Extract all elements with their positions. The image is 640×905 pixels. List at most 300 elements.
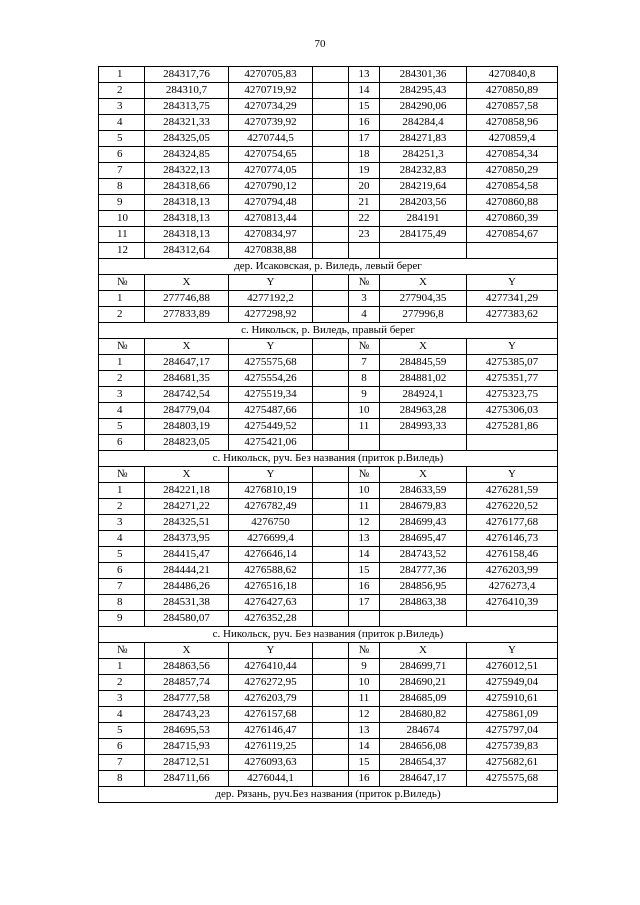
y-coordinate: 4276203,99 bbox=[467, 563, 558, 579]
x-coordinate: 284318,13 bbox=[145, 211, 229, 227]
point-number: 9 bbox=[349, 659, 380, 675]
y-coordinate: 4270860,39 bbox=[467, 211, 558, 227]
empty-cell bbox=[313, 547, 349, 563]
x-coordinate: 284203,56 bbox=[380, 195, 467, 211]
x-coordinate: 284856,95 bbox=[380, 579, 467, 595]
point-number: 7 bbox=[99, 755, 145, 771]
point-number: 4 bbox=[349, 307, 380, 323]
x-coordinate: 284251,3 bbox=[380, 147, 467, 163]
table-row bbox=[99, 595, 558, 611]
y-coordinate: 4275385,07 bbox=[467, 355, 558, 371]
table-header-row bbox=[99, 643, 558, 659]
header-cell-x: X bbox=[380, 643, 467, 659]
empty-cell bbox=[313, 291, 349, 307]
point-number: 9 bbox=[99, 195, 145, 211]
y-coordinate: 4270859,4 bbox=[467, 131, 558, 147]
table-row bbox=[99, 691, 558, 707]
empty-cell bbox=[313, 115, 349, 131]
table-row bbox=[99, 387, 558, 403]
x-coordinate: 284284,4 bbox=[380, 115, 467, 131]
y-coordinate bbox=[467, 243, 558, 259]
empty-cell bbox=[313, 467, 349, 483]
point-number: 19 bbox=[349, 163, 380, 179]
point-number: 10 bbox=[99, 211, 145, 227]
point-number: 1 bbox=[99, 291, 145, 307]
y-coordinate: 4275519,34 bbox=[229, 387, 313, 403]
x-coordinate: 284679,83 bbox=[380, 499, 467, 515]
point-number bbox=[349, 611, 380, 627]
table-row bbox=[99, 771, 558, 787]
empty-cell bbox=[313, 771, 349, 787]
empty-cell bbox=[313, 723, 349, 739]
empty-cell bbox=[313, 643, 349, 659]
x-coordinate: 284580,07 bbox=[145, 611, 229, 627]
table-row bbox=[99, 547, 558, 563]
x-coordinate: 277746,88 bbox=[145, 291, 229, 307]
y-coordinate: 4276220,52 bbox=[467, 499, 558, 515]
y-coordinate: 4276782,49 bbox=[229, 499, 313, 515]
table-row bbox=[99, 211, 558, 227]
page-number: 70 bbox=[314, 38, 326, 50]
y-coordinate: 4276272,95 bbox=[229, 675, 313, 691]
point-number: 14 bbox=[349, 83, 380, 99]
point-number: 13 bbox=[349, 67, 380, 83]
y-coordinate: 4276012,51 bbox=[467, 659, 558, 675]
y-coordinate: 4276427,63 bbox=[229, 595, 313, 611]
y-coordinate: 4276646,14 bbox=[229, 547, 313, 563]
section-title-row bbox=[99, 323, 558, 339]
table-row bbox=[99, 227, 558, 243]
table-row bbox=[99, 563, 558, 579]
y-coordinate: 4276177,68 bbox=[467, 515, 558, 531]
y-coordinate: 4276750 bbox=[229, 515, 313, 531]
x-coordinate: 284325,05 bbox=[145, 131, 229, 147]
header-cell-number: № bbox=[349, 339, 380, 355]
y-coordinate: 4270850,29 bbox=[467, 163, 558, 179]
x-coordinate: 284310,7 bbox=[145, 83, 229, 99]
point-number: 12 bbox=[99, 243, 145, 259]
y-coordinate: 4275306,03 bbox=[467, 403, 558, 419]
x-coordinate: 284191 bbox=[380, 211, 467, 227]
y-coordinate: 4270854,34 bbox=[467, 147, 558, 163]
x-coordinate: 277833,89 bbox=[145, 307, 229, 323]
y-coordinate: 4275861,09 bbox=[467, 707, 558, 723]
x-coordinate: 284444,21 bbox=[145, 563, 229, 579]
empty-cell bbox=[313, 579, 349, 595]
point-number: 8 bbox=[99, 771, 145, 787]
table-row bbox=[99, 659, 558, 675]
table-row bbox=[99, 707, 558, 723]
y-coordinate: 4276119,25 bbox=[229, 739, 313, 755]
y-coordinate: 4276810,19 bbox=[229, 483, 313, 499]
x-coordinate: 284823,05 bbox=[145, 435, 229, 451]
y-coordinate: 4270860,88 bbox=[467, 195, 558, 211]
y-coordinate: 4270813,44 bbox=[229, 211, 313, 227]
empty-cell bbox=[313, 227, 349, 243]
x-coordinate: 284680,82 bbox=[380, 707, 467, 723]
header-cell-x: X bbox=[145, 275, 229, 291]
point-number: 8 bbox=[99, 595, 145, 611]
point-number: 2 bbox=[99, 499, 145, 515]
table-row bbox=[99, 355, 558, 371]
x-coordinate: 277996,8 bbox=[380, 307, 467, 323]
coordinates-table bbox=[98, 66, 558, 803]
table-row bbox=[99, 419, 558, 435]
empty-cell bbox=[313, 307, 349, 323]
y-coordinate: 4276157,68 bbox=[229, 707, 313, 723]
point-number: 22 bbox=[349, 211, 380, 227]
header-cell-y: Y bbox=[467, 339, 558, 355]
x-coordinate: 284633,59 bbox=[380, 483, 467, 499]
header-cell-y: Y bbox=[467, 467, 558, 483]
point-number: 17 bbox=[349, 131, 380, 147]
point-number: 5 bbox=[99, 723, 145, 739]
point-number: 13 bbox=[349, 531, 380, 547]
table-header-row bbox=[99, 467, 558, 483]
y-coordinate: 4277383,62 bbox=[467, 307, 558, 323]
x-coordinate: 284301,36 bbox=[380, 67, 467, 83]
point-number: 17 bbox=[349, 595, 380, 611]
empty-cell bbox=[313, 563, 349, 579]
point-number: 5 bbox=[99, 547, 145, 563]
x-coordinate: 284777,36 bbox=[380, 563, 467, 579]
x-coordinate: 284711,66 bbox=[145, 771, 229, 787]
y-coordinate: 4276044,1 bbox=[229, 771, 313, 787]
point-number: 18 bbox=[349, 147, 380, 163]
empty-cell bbox=[313, 147, 349, 163]
empty-cell bbox=[313, 83, 349, 99]
x-coordinate bbox=[380, 243, 467, 259]
header-cell-y: Y bbox=[229, 275, 313, 291]
point-number: 4 bbox=[99, 531, 145, 547]
empty-cell bbox=[313, 371, 349, 387]
x-coordinate: 284881,02 bbox=[380, 371, 467, 387]
section-title: с. Никольск, р. Виледь, правый берег bbox=[99, 323, 558, 339]
x-coordinate: 284322,13 bbox=[145, 163, 229, 179]
y-coordinate: 4275797,04 bbox=[467, 723, 558, 739]
x-coordinate: 284325,51 bbox=[145, 515, 229, 531]
point-number: 6 bbox=[99, 435, 145, 451]
point-number: 4 bbox=[99, 707, 145, 723]
y-coordinate bbox=[467, 435, 558, 451]
empty-cell bbox=[313, 403, 349, 419]
empty-cell bbox=[313, 243, 349, 259]
header-cell-y: Y bbox=[229, 339, 313, 355]
empty-cell bbox=[313, 131, 349, 147]
x-coordinate: 284317,76 bbox=[145, 67, 229, 83]
point-number: 3 bbox=[99, 387, 145, 403]
x-coordinate: 284313,75 bbox=[145, 99, 229, 115]
table-row bbox=[99, 739, 558, 755]
x-coordinate: 284674 bbox=[380, 723, 467, 739]
x-coordinate: 284685,09 bbox=[380, 691, 467, 707]
table-row bbox=[99, 179, 558, 195]
x-coordinate: 284221,18 bbox=[145, 483, 229, 499]
x-coordinate: 284318,66 bbox=[145, 179, 229, 195]
x-coordinate: 284324,85 bbox=[145, 147, 229, 163]
y-coordinate: 4270754,65 bbox=[229, 147, 313, 163]
table-header-row bbox=[99, 339, 558, 355]
y-coordinate: 4275910,61 bbox=[467, 691, 558, 707]
empty-cell bbox=[313, 531, 349, 547]
x-coordinate: 284312,64 bbox=[145, 243, 229, 259]
point-number: 10 bbox=[349, 483, 380, 499]
x-coordinate: 284290,06 bbox=[380, 99, 467, 115]
x-coordinate: 284712,51 bbox=[145, 755, 229, 771]
x-coordinate: 277904,35 bbox=[380, 291, 467, 307]
section-title: дер. Рязань, руч.Без названия (приток р.Виледь) bbox=[99, 787, 558, 803]
point-number: 1 bbox=[99, 67, 145, 83]
empty-cell bbox=[313, 99, 349, 115]
header-cell-number: № bbox=[349, 643, 380, 659]
empty-cell bbox=[313, 691, 349, 707]
y-coordinate: 4270744,5 bbox=[229, 131, 313, 147]
point-number: 14 bbox=[349, 739, 380, 755]
header-cell-number: № bbox=[99, 275, 145, 291]
y-coordinate: 4276146,47 bbox=[229, 723, 313, 739]
y-coordinate: 4275575,68 bbox=[467, 771, 558, 787]
section-title-row bbox=[99, 627, 558, 643]
y-coordinate: 4276588,62 bbox=[229, 563, 313, 579]
header-cell-x: X bbox=[380, 275, 467, 291]
x-coordinate: 284271,83 bbox=[380, 131, 467, 147]
y-coordinate: 4270705,83 bbox=[229, 67, 313, 83]
table-row bbox=[99, 579, 558, 595]
table-row bbox=[99, 611, 558, 627]
table-row bbox=[99, 163, 558, 179]
y-coordinate: 4275421,06 bbox=[229, 435, 313, 451]
point-number: 7 bbox=[349, 355, 380, 371]
header-cell-number: № bbox=[99, 643, 145, 659]
table-row bbox=[99, 755, 558, 771]
empty-cell bbox=[313, 707, 349, 723]
y-coordinate: 4276699,4 bbox=[229, 531, 313, 547]
y-coordinate: 4276158,46 bbox=[467, 547, 558, 563]
y-coordinate: 4275323,75 bbox=[467, 387, 558, 403]
empty-cell bbox=[313, 675, 349, 691]
point-number: 9 bbox=[349, 387, 380, 403]
y-coordinate: 4270794,48 bbox=[229, 195, 313, 211]
empty-cell bbox=[313, 611, 349, 627]
x-coordinate: 284175,49 bbox=[380, 227, 467, 243]
x-coordinate: 284743,23 bbox=[145, 707, 229, 723]
header-cell-y: Y bbox=[229, 467, 313, 483]
point-number bbox=[349, 243, 380, 259]
y-coordinate: 4270838,88 bbox=[229, 243, 313, 259]
y-coordinate: 4270719,92 bbox=[229, 83, 313, 99]
point-number: 3 bbox=[99, 99, 145, 115]
y-coordinate: 4270774,05 bbox=[229, 163, 313, 179]
point-number: 4 bbox=[99, 115, 145, 131]
x-coordinate: 284318,13 bbox=[145, 195, 229, 211]
y-coordinate: 4276093,63 bbox=[229, 755, 313, 771]
y-coordinate: 4276146,73 bbox=[467, 531, 558, 547]
table-row bbox=[99, 195, 558, 211]
header-cell-number: № bbox=[99, 467, 145, 483]
table-row bbox=[99, 723, 558, 739]
empty-cell bbox=[313, 195, 349, 211]
point-number: 2 bbox=[99, 307, 145, 323]
point-number: 10 bbox=[349, 403, 380, 419]
y-coordinate: 4270734,29 bbox=[229, 99, 313, 115]
y-coordinate: 4275949,04 bbox=[467, 675, 558, 691]
table-row bbox=[99, 83, 558, 99]
empty-cell bbox=[313, 755, 349, 771]
y-coordinate: 4275554,26 bbox=[229, 371, 313, 387]
x-coordinate: 284531,38 bbox=[145, 595, 229, 611]
table-row bbox=[99, 483, 558, 499]
y-coordinate: 4275739,83 bbox=[467, 739, 558, 755]
header-cell-x: X bbox=[145, 467, 229, 483]
y-coordinate: 4270854,67 bbox=[467, 227, 558, 243]
point-number: 13 bbox=[349, 723, 380, 739]
point-number: 11 bbox=[349, 499, 380, 515]
point-number: 6 bbox=[99, 563, 145, 579]
header-cell-x: X bbox=[380, 339, 467, 355]
empty-cell bbox=[313, 339, 349, 355]
y-coordinate: 4270834,97 bbox=[229, 227, 313, 243]
table-row bbox=[99, 307, 558, 323]
x-coordinate: 284681,35 bbox=[145, 371, 229, 387]
y-coordinate: 4276352,28 bbox=[229, 611, 313, 627]
y-coordinate: 4277341,29 bbox=[467, 291, 558, 307]
x-coordinate: 284321,33 bbox=[145, 115, 229, 131]
point-number: 23 bbox=[349, 227, 380, 243]
x-coordinate: 284656,08 bbox=[380, 739, 467, 755]
point-number: 11 bbox=[349, 419, 380, 435]
section-title-row bbox=[99, 787, 558, 803]
header-cell-y: Y bbox=[229, 643, 313, 659]
point-number: 4 bbox=[99, 403, 145, 419]
table-row bbox=[99, 499, 558, 515]
x-coordinate: 284857,74 bbox=[145, 675, 229, 691]
section-title: с. Никольск, руч. Без названия (приток р.Виледь) bbox=[99, 627, 558, 643]
x-coordinate: 284963,28 bbox=[380, 403, 467, 419]
point-number: 12 bbox=[349, 515, 380, 531]
x-coordinate: 284777,58 bbox=[145, 691, 229, 707]
point-number: 21 bbox=[349, 195, 380, 211]
section-title: дер. Исаковская, р. Виледь, левый берег bbox=[99, 259, 558, 275]
empty-cell bbox=[313, 659, 349, 675]
point-number: 12 bbox=[349, 707, 380, 723]
x-coordinate: 284993,33 bbox=[380, 419, 467, 435]
empty-cell bbox=[313, 163, 349, 179]
y-coordinate: 4270850,89 bbox=[467, 83, 558, 99]
x-coordinate: 284715,93 bbox=[145, 739, 229, 755]
empty-cell bbox=[313, 435, 349, 451]
table-row bbox=[99, 115, 558, 131]
y-coordinate: 4276203,79 bbox=[229, 691, 313, 707]
x-coordinate: 284219,64 bbox=[380, 179, 467, 195]
y-coordinate: 4275487,66 bbox=[229, 403, 313, 419]
x-coordinate: 284647,17 bbox=[380, 771, 467, 787]
point-number: 1 bbox=[99, 659, 145, 675]
empty-cell bbox=[313, 387, 349, 403]
table-row bbox=[99, 371, 558, 387]
x-coordinate: 284415,47 bbox=[145, 547, 229, 563]
x-coordinate: 284232,83 bbox=[380, 163, 467, 179]
point-number: 2 bbox=[99, 83, 145, 99]
empty-cell bbox=[313, 211, 349, 227]
y-coordinate: 4270854,58 bbox=[467, 179, 558, 195]
point-number: 5 bbox=[99, 419, 145, 435]
point-number: 3 bbox=[99, 691, 145, 707]
point-number: 16 bbox=[349, 579, 380, 595]
x-coordinate: 284695,53 bbox=[145, 723, 229, 739]
table-row bbox=[99, 147, 558, 163]
y-coordinate: 4276273,4 bbox=[467, 579, 558, 595]
x-coordinate: 284486,26 bbox=[145, 579, 229, 595]
table-row bbox=[99, 67, 558, 83]
x-coordinate bbox=[380, 435, 467, 451]
empty-cell bbox=[313, 179, 349, 195]
y-coordinate: 4277298,92 bbox=[229, 307, 313, 323]
point-number: 7 bbox=[99, 163, 145, 179]
x-coordinate: 284690,21 bbox=[380, 675, 467, 691]
table-row bbox=[99, 675, 558, 691]
y-coordinate: 4275449,52 bbox=[229, 419, 313, 435]
point-number: 9 bbox=[99, 611, 145, 627]
y-coordinate: 4270857,58 bbox=[467, 99, 558, 115]
y-coordinate: 4276410,39 bbox=[467, 595, 558, 611]
x-coordinate: 284699,43 bbox=[380, 515, 467, 531]
y-coordinate: 4270858,96 bbox=[467, 115, 558, 131]
table-row bbox=[99, 531, 558, 547]
empty-cell bbox=[313, 515, 349, 531]
y-coordinate: 4270790,12 bbox=[229, 179, 313, 195]
table-header-row bbox=[99, 275, 558, 291]
header-cell-number: № bbox=[349, 275, 380, 291]
header-cell-number: № bbox=[349, 467, 380, 483]
x-coordinate: 284742,54 bbox=[145, 387, 229, 403]
point-number: 20 bbox=[349, 179, 380, 195]
header-cell-y: Y bbox=[467, 643, 558, 659]
empty-cell bbox=[313, 499, 349, 515]
point-number: 14 bbox=[349, 547, 380, 563]
y-coordinate: 4275351,77 bbox=[467, 371, 558, 387]
y-coordinate: 4276281,59 bbox=[467, 483, 558, 499]
y-coordinate: 4270840,8 bbox=[467, 67, 558, 83]
table-row bbox=[99, 243, 558, 259]
point-number: 15 bbox=[349, 99, 380, 115]
y-coordinate: 4270739,92 bbox=[229, 115, 313, 131]
empty-cell bbox=[313, 739, 349, 755]
empty-cell bbox=[313, 419, 349, 435]
table-row bbox=[99, 403, 558, 419]
y-coordinate: 4275682,61 bbox=[467, 755, 558, 771]
y-coordinate bbox=[467, 611, 558, 627]
y-coordinate: 4275575,68 bbox=[229, 355, 313, 371]
point-number: 1 bbox=[99, 483, 145, 499]
point-number: 3 bbox=[349, 291, 380, 307]
section-title: с. Никольск, руч. Без названия (приток р.Виледь) bbox=[99, 451, 558, 467]
point-number: 7 bbox=[99, 579, 145, 595]
x-coordinate: 284845,59 bbox=[380, 355, 467, 371]
table-row bbox=[99, 291, 558, 307]
header-cell-x: X bbox=[145, 643, 229, 659]
point-number: 6 bbox=[99, 739, 145, 755]
x-coordinate: 284743,52 bbox=[380, 547, 467, 563]
x-coordinate: 284654,37 bbox=[380, 755, 467, 771]
empty-cell bbox=[313, 67, 349, 83]
x-coordinate: 284924,1 bbox=[380, 387, 467, 403]
point-number: 16 bbox=[349, 771, 380, 787]
table-row bbox=[99, 131, 558, 147]
empty-cell bbox=[313, 275, 349, 291]
section-title-row bbox=[99, 259, 558, 275]
header-cell-x: X bbox=[380, 467, 467, 483]
point-number: 8 bbox=[99, 179, 145, 195]
